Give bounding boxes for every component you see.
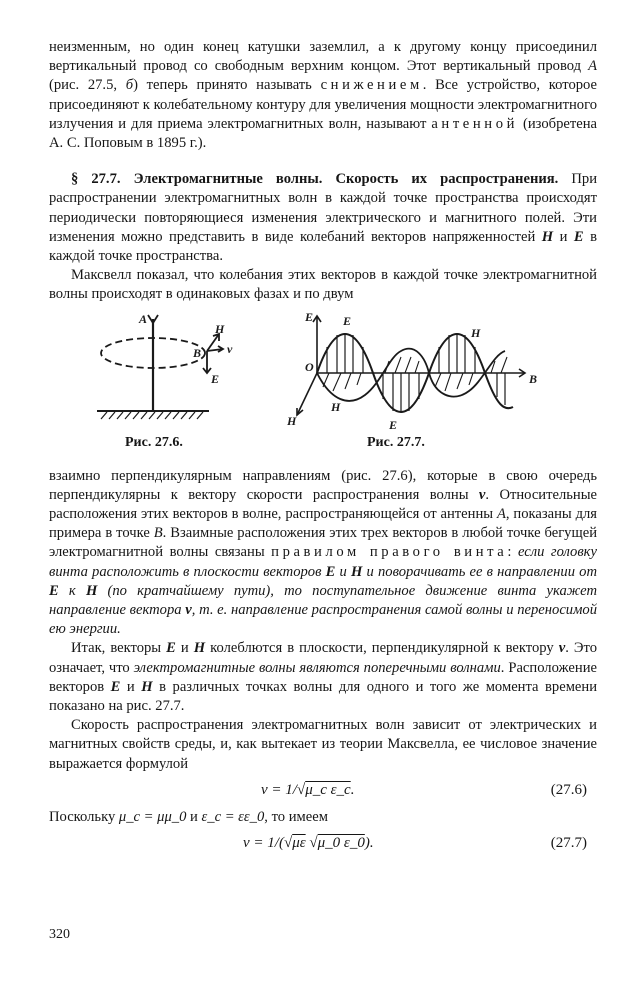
paragraph-antenna: неизменным, но один конец катушки заземлил, а к другому концу присоединил вертикальный провод со свободным верхним концом. Этот вертикальный провод A (рис. 27.5, б) теперь принято называть снижением. Все устройство, которое присоединяют к колебательному контуру для увеличения мощности электромагнитного излучения и для приема электромагнитных волн, называют антенной (изобретена А. С. Поповым в 1895 г.).: [49, 39, 598, 152]
figure-27-6: [89, 311, 269, 431]
radical-mu0-eps0: μ_0 ε_0: [317, 835, 365, 852]
paragraph-maxwell: Максвелл показал, что колебания этих векторов в каждой точке электромагнитной волны происходят в одинаковых фазах и по двум: [49, 267, 597, 303]
figures-row: [49, 311, 597, 457]
equation-number: (27.6): [550, 781, 587, 798]
equation-number: (27.7): [550, 835, 587, 852]
formula-27-6: v = 1/√μ_c ε_c. (27.6): [261, 781, 587, 798]
label-v: v: [227, 341, 233, 356]
paragraph-right-screw: взаимно перпендикулярным направлениям (рис. 27.6), которые в свою очередь перпендикулярны к вектору скорости распространения волны v. Относительные расположения этих векторов в волне, распространяющейся от антенны A, показаны для примера в точке B. Взаимные расположения этих трех векторов в любой точке бегущей электромагнитной волны связаны правилом правого винта: если головку винта расположить в плоскости векторов E и H и поворачивать ее в направлении от E к H (по кратчайшему пути), то поступательное движение винта укажет направление вектора v, т. е. направление распространения самой волны и переносимой ею энергии.: [49, 467, 597, 638]
section-27-7: § 27.7. Электромагнитные волны. Скорость их распространения. При распространении электромагнитных волн в каждой точке пространства происходят периодически повторяющиеся изменения электрического и магнитного полей. Эти изменения можно представить в виде колебаний векторов напряженностей H и E в каждой точке пространства.: [49, 171, 598, 265]
vector-H: [207, 334, 219, 351]
paragraph-speed: Скорость распространения электромагнитных волн зависит от электрических и магнитных свойств среды, и, как вытекает из теории Максвелла, ее числовое значение выражается формулой: [49, 717, 597, 772]
caption-fig-27-7: Рис. 27.7.: [367, 434, 425, 450]
caption-fig-27-6: Рис. 27.6.: [125, 434, 183, 450]
label-H-low: H: [331, 399, 341, 414]
label-H-wave: H: [471, 325, 481, 340]
label-E-low: E: [389, 417, 398, 432]
label-B: B: [529, 371, 538, 386]
paragraph-transverse: Итак, векторы E и H колеблются в плоскости, перпендикулярной к вектору v. Это означает, что электромагнитные волны являются поперечными волнами. Расположение векторов E и H в различных точках волны для одного и того же момента времени показано на рис. 27.7.: [49, 640, 598, 715]
label-E-wave: E: [343, 313, 352, 328]
page-number: 320: [49, 927, 70, 942]
vectors-H: [323, 357, 507, 391]
label-B: B: [193, 345, 202, 360]
label-E-axis: E: [305, 310, 314, 324]
label-O: O: [305, 359, 314, 374]
radical-mu-eps: με: [292, 835, 306, 852]
figure-27-7: [285, 311, 555, 436]
ground-hatching: [101, 412, 203, 419]
formula-27-7: v = 1/(√με √μ_0 ε_0). (27.7): [243, 835, 587, 852]
page-body: [49, 38, 597, 861]
label-A: A: [139, 311, 148, 326]
section-title: § 27.7. Электромагнитные волны. Скорость их распространения.: [71, 171, 559, 188]
paragraph-since: Поскольку μ_c = μμ_0 и ε_c = εε_0, то имеем: [49, 808, 328, 825]
label-H-axis: H: [287, 413, 297, 428]
label-H: H: [215, 321, 225, 336]
label-E: E: [211, 371, 220, 386]
axis-H: [297, 373, 317, 415]
radical-mu-c-eps-c: μ_c ε_c: [305, 781, 351, 798]
